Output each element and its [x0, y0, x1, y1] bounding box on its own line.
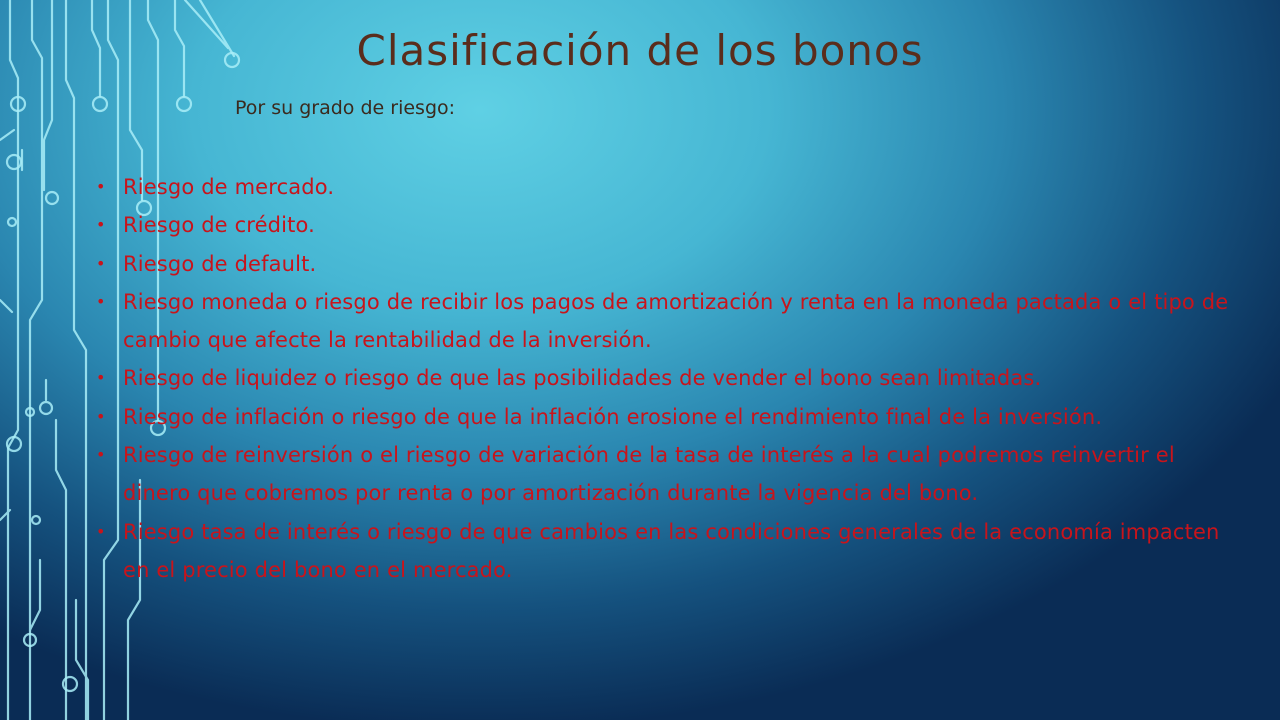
- bullet-icon: •: [96, 177, 106, 196]
- bullet-text: Riesgo moneda o riesgo de recibir los pagos de amortización y renta en la moneda pactada o el tipo de cambio que afecte la rentabilidad de la inversión.: [123, 289, 1229, 353]
- bullet-text: Riesgo de liquidez o riesgo de que las posibilidades de vender el bono sean limitadas.: [123, 366, 1042, 391]
- bullet-item-liquidity-risk: [92, 359, 1242, 397]
- bullet-item-interest-rate-risk: [92, 513, 1242, 590]
- bullet-icon: •: [96, 368, 106, 388]
- bullet-item-reinvestment-risk: [92, 436, 1242, 513]
- bullet-item-market-risk: [92, 168, 1242, 206]
- bullet-text: Riesgo tasa de interés o riesgo de que cambios en las condiciones generales de la economía impacten en el precio del bono en el mercado.: [123, 519, 1220, 582]
- slide-subtitle: Por su grado de riesgo:: [235, 97, 456, 119]
- bullet-icon: •: [96, 406, 106, 426]
- bullet-item-default-risk: [92, 245, 1242, 283]
- bullet-icon: •: [96, 253, 106, 273]
- bullet-icon: •: [96, 445, 106, 465]
- bullet-text: Riesgo de reinversión o el riesgo de variación de la tasa de interés a la cual podremos reinvertir el dinero que cobremos por renta o por amortización durante la vigencia del bono.: [123, 443, 1175, 506]
- bullet-text: Riesgo de default.: [123, 251, 317, 276]
- bullet-icon: •: [96, 291, 106, 311]
- bullet-text: Riesgo de inflación o riesgo de que la inflación erosione el rendimiento final de la inversión.: [123, 404, 1103, 429]
- bullet-icon: •: [96, 215, 106, 235]
- bullet-icon: •: [96, 521, 106, 541]
- slide-title: Clasificación de los bonos: [356, 26, 924, 75]
- bullet-item-inflation-risk: [92, 398, 1242, 436]
- bullet-item-currency-risk: [92, 283, 1242, 360]
- bullet-text: Riesgo de mercado.: [123, 175, 335, 199]
- bullet-item-credit-risk: [92, 206, 1242, 244]
- bullet-text: Riesgo de crédito.: [123, 213, 315, 238]
- risk-bullet-list: [92, 168, 1242, 589]
